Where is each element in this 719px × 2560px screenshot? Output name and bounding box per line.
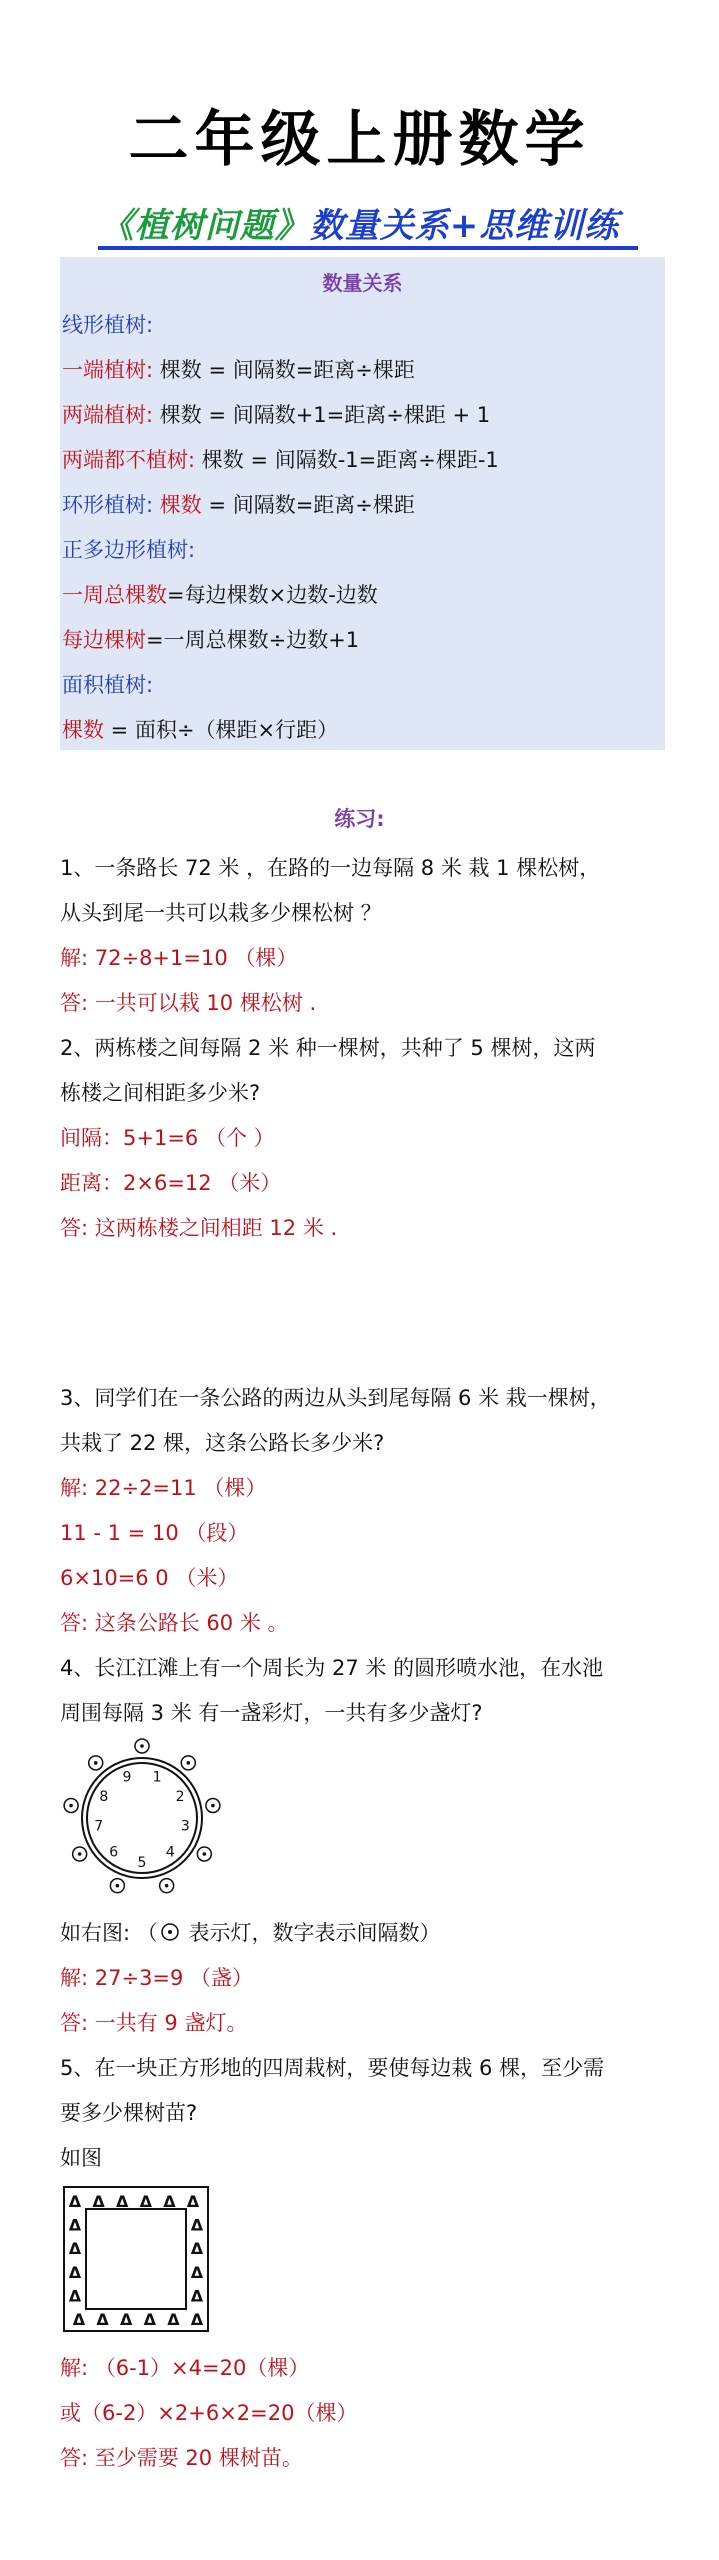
- q5-answer: 答: 至少需要 20 棵树苗。: [60, 2446, 303, 2470]
- formula-both-ends: [62, 399, 490, 429]
- page-title: 二年级上册数学: [128, 105, 591, 175]
- q2-solution-2: 距离：2×6=12 （米）: [60, 1171, 282, 1195]
- formula-total: [62, 579, 378, 609]
- gap-number: 9: [122, 1769, 132, 1786]
- q2-line1: 2、两栋楼之间每隔 2 米 种一棵树，共种了 5 棵树，这两: [60, 1036, 596, 1060]
- gap-number: 4: [165, 1844, 175, 1861]
- ring-formula: = 间隔数=距离÷棵距: [201, 493, 415, 517]
- q4-figure-note: [60, 1917, 440, 1947]
- square-field-diagram: [62, 2185, 212, 2335]
- q4-figure-note-post: 表示灯，数字表示间隔数）: [181, 1921, 441, 1945]
- no-ends-formula: 棵数 = 间隔数-1=距离÷棵距-1: [201, 448, 499, 472]
- tree-icon: Δ: [139, 2192, 152, 2211]
- tree-icon: Δ: [116, 2192, 129, 2211]
- tree-icon: Δ: [190, 2239, 204, 2259]
- tree-icon: Δ: [167, 2310, 180, 2329]
- q5-solution-2: 或（6-2）×2+6×2=20（棵）: [60, 2401, 358, 2425]
- q4-figure-note-pre: 如右图: （: [60, 1921, 158, 1945]
- both-ends-formula: 棵数 = 间隔数+1=距离÷棵距 + 1: [159, 403, 491, 427]
- gap-number: 2: [175, 1789, 185, 1805]
- q3-answer: 答: 这条公路长 60 米 。: [60, 1611, 289, 1635]
- tree-icon: Δ: [143, 2310, 156, 2329]
- q4-solution: 解: 27÷3=9 （盏）: [60, 1966, 254, 1990]
- area-keyword: 棵数: [62, 718, 104, 742]
- gap-number: 3: [180, 1818, 190, 1835]
- tree-icon: Δ: [120, 2310, 133, 2329]
- one-end-formula: 棵数 = 间隔数=距离÷棵距: [159, 358, 415, 382]
- formula-box-heading: 数量关系: [322, 271, 403, 295]
- one-end-label: 一端植树:: [62, 358, 154, 382]
- practice-heading: 练习:: [334, 807, 385, 831]
- total-label: 一周总棵数: [62, 583, 167, 607]
- tree-icon: Δ: [96, 2310, 109, 2329]
- gap-number: 8: [99, 1789, 109, 1805]
- lamp-icon: [135, 1739, 149, 1753]
- gap-number: 7: [94, 1818, 104, 1835]
- q5-line2: 要多少棵树苗?: [60, 2101, 198, 2125]
- q3-solution-2: 11 - 1 = 10 （段）: [60, 1521, 249, 1545]
- tree-icon: Δ: [163, 2192, 176, 2211]
- q5-line1: 5、在一块正方形地的四周栽树，要使每边栽 6 棵，至少需: [60, 2056, 605, 2080]
- lamp-icon: [73, 1847, 87, 1861]
- q1-line1: 1、一条路长 72 米 ，在路的一边每隔 8 米 栽 1 棵松树，: [60, 856, 601, 880]
- q3-solution-3: 6×10=6 0 （米）: [60, 1566, 239, 1590]
- fountain-pool: [64, 1739, 220, 1893]
- both-ends-label: 两端植树:: [62, 403, 154, 427]
- q3-line1: 3、同学们在一条公路的两边从头到尾每隔 6 米 栽一棵树，: [60, 1386, 611, 1410]
- tree-icon: Δ: [186, 2192, 200, 2211]
- gap-number: 6: [109, 1844, 119, 1861]
- no-ends-label: 两端都不植树:: [62, 448, 196, 472]
- subtitle-underline: [98, 246, 638, 250]
- formula-no-ends: [62, 444, 499, 474]
- lamp-icon: [110, 1879, 124, 1893]
- area-formula: = 面积÷（棵距×行距）: [104, 718, 339, 742]
- q2-line2: 栋楼之间相距多少米?: [60, 1081, 261, 1105]
- per-side-formula: =一周总棵数÷边数+1: [146, 628, 360, 652]
- lamp-icon: [160, 1922, 180, 1947]
- formula-area: [62, 714, 338, 744]
- tree-icon: Δ: [68, 2262, 82, 2282]
- tree-icon: Δ: [190, 2286, 204, 2306]
- q3-solution-1: 解: 22÷2=11 （棵）: [60, 1476, 267, 1500]
- tree-icon: Δ: [92, 2192, 105, 2211]
- q1-answer: 答: 一共可以栽 10 棵松树 .: [60, 991, 317, 1015]
- page-subtitle: [0, 198, 719, 247]
- tree-icon: Δ: [68, 2192, 82, 2211]
- q4-answer: 答: 一共有 9 盏灯。: [60, 2011, 248, 2035]
- subtitle-topic: 《植树问题》: [99, 206, 310, 246]
- lamp-icon: [206, 1798, 220, 1812]
- tree-icon: Δ: [68, 2286, 82, 2306]
- tree-icon: Δ: [190, 2262, 204, 2282]
- q5-solution-1: 解: （6-1）×4=20（棵）: [60, 2356, 310, 2380]
- formula-ring: [62, 489, 415, 519]
- ring-keyword: 棵数: [159, 493, 202, 517]
- subtitle-desc: 数量关系+思维训练: [309, 206, 620, 246]
- gap-number: 1: [152, 1769, 162, 1786]
- tree-icon: Δ: [68, 2239, 82, 2259]
- lamp-icon: [160, 1879, 174, 1893]
- linear-label: 线形植树:: [62, 313, 154, 337]
- gap-number: 5: [137, 1855, 147, 1871]
- lamp-icon: [89, 1756, 103, 1770]
- fountain-lamp-diagram: [60, 1738, 230, 1898]
- q1-solution: 解: 72÷8+1=10 （棵）: [60, 946, 298, 970]
- q4-line2: 周围每隔 3 米 有一盏彩灯，一共有多少盏灯?: [60, 1701, 483, 1725]
- q5-figure-label: 如图: [60, 2146, 102, 2170]
- formula-box: [60, 257, 665, 750]
- tree-icon: Δ: [190, 2310, 204, 2329]
- lamp-icon: [181, 1756, 195, 1770]
- tree-icon: Δ: [72, 2310, 86, 2329]
- field-inner-border: [86, 2209, 186, 2309]
- ring-label: 环形植树:: [62, 493, 154, 517]
- square-field: [64, 2187, 208, 2331]
- q3-line2: 共栽了 22 棵，这条公路长多少米?: [60, 1431, 385, 1455]
- area-label: 面积植树:: [62, 673, 154, 697]
- q2-solution-1: 间隔：5+1=6 （个 ）: [60, 1126, 275, 1150]
- total-formula: =每边棵数×边数-边数: [167, 583, 378, 607]
- q1-line2: 从头到尾一共可以栽多少棵松树 ？: [60, 901, 382, 925]
- formula-per-side: [62, 624, 359, 654]
- q2-answer: 答: 这两栋楼之间相距 12 米 .: [60, 1216, 338, 1240]
- polygon-label: 正多边形植树:: [62, 538, 196, 562]
- tree-icon: Δ: [68, 2215, 82, 2235]
- lamp-icon: [64, 1798, 78, 1812]
- per-side-label: 每边棵树: [62, 628, 146, 652]
- q4-line1: 4、长江江滩上有一个周长为 27 米 的圆形喷水池，在水池: [60, 1656, 604, 1680]
- tree-icon: Δ: [190, 2215, 204, 2235]
- formula-one-end: [62, 354, 415, 384]
- lamp-icon: [197, 1847, 211, 1861]
